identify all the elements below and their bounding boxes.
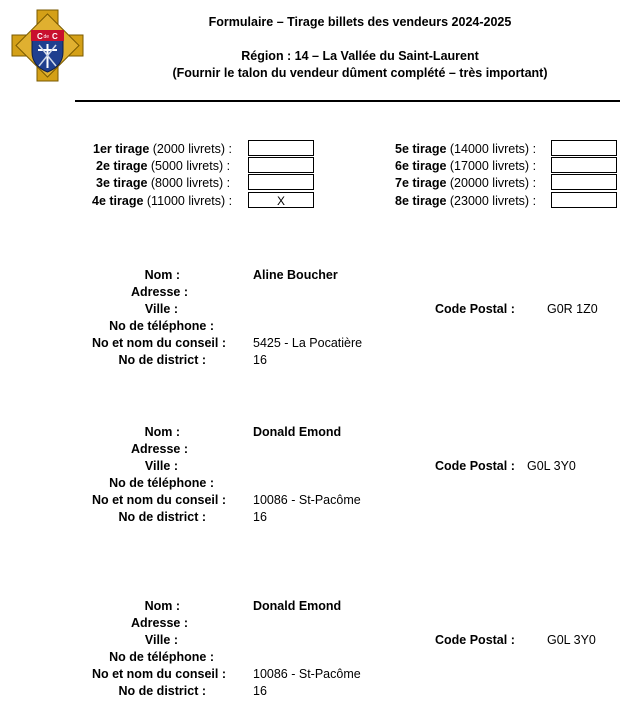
district-value: 16	[253, 684, 267, 698]
district-label: No de district :	[118, 510, 206, 524]
knights-of-columbus-emblem	[10, 8, 85, 83]
tirage-label: 2e tirage	[96, 159, 148, 173]
code-postal-value: G0R 1Z0	[547, 302, 598, 316]
tirage-label: 5e tirage	[395, 142, 447, 156]
district-value: 16	[253, 510, 267, 524]
code-postal-value: G0L 3Y0	[527, 459, 576, 473]
tirage-row-1	[93, 142, 232, 156]
tirage-detail: (14000 livrets) :	[446, 142, 537, 156]
tirage-label: 1er tirage	[93, 142, 150, 156]
tirage-checkbox-6[interactable]	[551, 157, 617, 173]
tirage-checkbox-3[interactable]	[248, 174, 314, 190]
conseil-label: No et nom du conseil :	[91, 667, 226, 681]
tirage-label: 3e tirage	[96, 176, 148, 190]
adresse-label: Adresse :	[131, 285, 188, 299]
tirage-detail: (5000 livrets) :	[147, 159, 231, 173]
tirage-checkbox-4[interactable]: X	[248, 192, 314, 208]
district-label: No de district :	[118, 684, 206, 698]
tirage-row-2	[96, 159, 230, 173]
nom-label: Nom :	[144, 599, 180, 613]
region-title: Région : 14 – La Vallée du Saint-Laurent	[241, 49, 479, 63]
logo-letter-left: C	[37, 32, 43, 41]
nom-label: Nom :	[144, 268, 180, 282]
tirage-row-5	[395, 142, 536, 156]
nom-value: Aline Boucher	[253, 268, 338, 282]
nom-value: Donald Emond	[253, 425, 342, 439]
nom-value: Donald Emond	[253, 599, 342, 613]
conseil-value: 10086 - St-Pacôme	[253, 667, 361, 681]
conseil-label: No et nom du conseil :	[91, 493, 226, 507]
ville-label: Ville :	[144, 302, 178, 316]
logo-letter-mid: de	[43, 34, 50, 40]
tirage-row-6	[395, 159, 536, 173]
cross-emblem	[12, 10, 83, 81]
tirage-row-7	[395, 176, 536, 190]
tirage-detail: (2000 livrets) :	[149, 142, 232, 156]
telephone-label: No de téléphone :	[109, 476, 214, 490]
district-label: No de district :	[118, 353, 206, 367]
tirage-detail: (20000 livrets) :	[446, 176, 537, 190]
tirage-detail: (17000 livrets) :	[446, 159, 537, 173]
tirage-detail: (11000 livrets) :	[143, 194, 233, 208]
tirage-row-8	[395, 194, 536, 208]
ville-label: Ville :	[144, 633, 178, 647]
tirage-detail: (23000 livrets) :	[446, 194, 537, 208]
tirage-label: 6e tirage	[395, 159, 447, 173]
nom-label: Nom :	[144, 425, 180, 439]
district-value: 16	[253, 353, 267, 367]
code-postal-label: Code Postal :	[435, 633, 515, 647]
telephone-label: No de téléphone :	[109, 650, 214, 664]
adresse-label: Adresse :	[131, 616, 188, 630]
conseil-label: No et nom du conseil :	[91, 336, 226, 350]
form-title: Formulaire – Tirage billets des vendeurs 2024-2025	[208, 15, 512, 29]
tirage-checkbox-1[interactable]	[248, 140, 314, 156]
instruction-note: (Fournir le talon du vendeur dûment complété – très important)	[172, 66, 548, 80]
tirage-label: 8e tirage	[395, 194, 447, 208]
tirage-checkbox-8[interactable]	[551, 192, 617, 208]
code-postal-label: Code Postal :	[435, 459, 515, 473]
tirage-label: 4e tirage	[92, 194, 144, 208]
tirage-detail: (8000 livrets) :	[147, 176, 231, 190]
code-postal-label: Code Postal :	[435, 302, 515, 316]
tirage-label: 7e tirage	[395, 176, 447, 190]
ville-label: Ville :	[144, 459, 178, 473]
telephone-label: No de téléphone :	[109, 319, 214, 333]
header-divider	[75, 100, 620, 102]
logo-letter-right: C	[52, 32, 58, 41]
conseil-value: 5425 - La Pocatière	[253, 336, 363, 350]
code-postal-value: G0L 3Y0	[547, 633, 596, 647]
tirage-checkbox-2[interactable]	[248, 157, 314, 173]
conseil-value: 10086 - St-Pacôme	[253, 493, 361, 507]
tirage-row-4	[92, 194, 232, 208]
tirage-checkbox-5[interactable]	[551, 140, 617, 156]
adresse-label: Adresse :	[131, 442, 188, 456]
tirage-row-3	[96, 176, 230, 190]
tirage-checkbox-7[interactable]	[551, 174, 617, 190]
